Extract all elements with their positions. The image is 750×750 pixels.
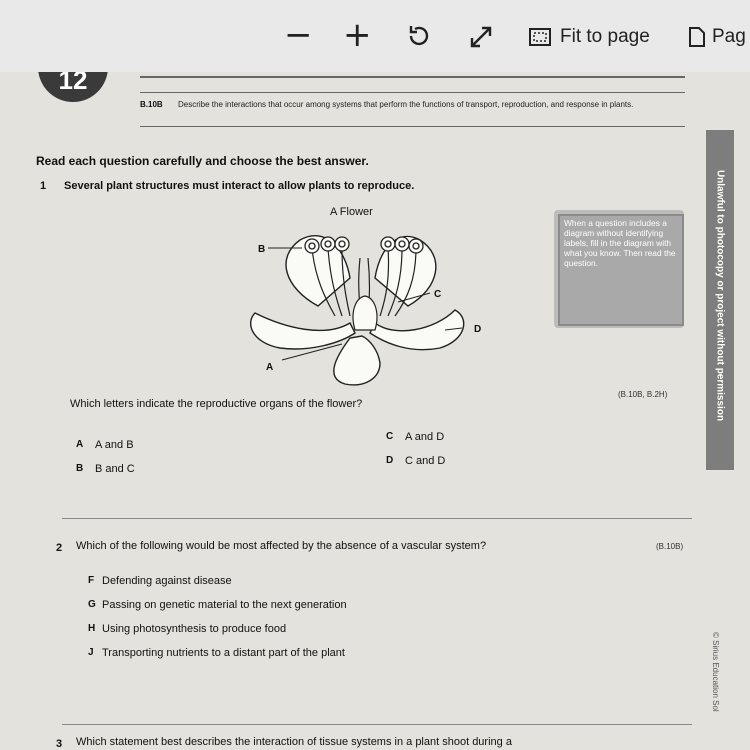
page-icon xyxy=(688,26,706,48)
plus-icon: + xyxy=(343,15,372,55)
choice-h-text[interactable]: Using photosynthesis to produce food xyxy=(102,623,287,635)
section-divider-1 xyxy=(62,518,692,519)
fit-page-icon xyxy=(528,27,552,47)
choice-b-text[interactable]: B and C xyxy=(95,463,135,475)
label-c: C xyxy=(434,289,442,300)
label-b: B xyxy=(258,244,266,255)
tip-callout-text: When a question includes a diagram without identifying labels, fill in the diagram with what you know. Then read the question. xyxy=(558,214,684,326)
question-1-text: Several plant structures must interact to allow plants to reproduce. xyxy=(64,180,415,192)
choice-a-letter[interactable]: A xyxy=(76,439,84,450)
choice-b-letter[interactable]: B xyxy=(76,463,84,474)
question-2-text: Which of the following would be most affected by the absence of a vascular system? xyxy=(76,540,487,552)
flower-diagram xyxy=(230,218,500,388)
unit-number-badge xyxy=(38,72,108,102)
header-rule-mid xyxy=(140,92,685,93)
viewer-toolbar xyxy=(0,0,750,73)
zoom-in-button[interactable] xyxy=(343,15,372,55)
figure-title: A Flower xyxy=(330,206,373,218)
unit-number: 12 xyxy=(58,72,88,95)
section-divider-2 xyxy=(62,724,692,725)
standard-code: B.10B xyxy=(140,100,163,109)
document-page xyxy=(0,72,750,750)
question-2-number: 2 xyxy=(56,542,63,554)
question-1-reference: (B.10B, B.2H) xyxy=(618,390,668,399)
expand-button[interactable] xyxy=(468,24,494,54)
fit-to-page-label: Fit to page xyxy=(560,26,650,47)
sidebar-text: Unlawful to photocopy or project without permission xyxy=(714,169,726,422)
choice-c-text[interactable]: A and D xyxy=(405,431,445,443)
tip-callout xyxy=(554,210,684,328)
choice-d-text[interactable]: C and D xyxy=(405,455,446,467)
expand-icon xyxy=(468,24,494,50)
copyright-notice: © Sirius Education Sol xyxy=(711,632,720,712)
page-view-label: Pag xyxy=(712,26,746,47)
question-1-number: 1 xyxy=(40,180,47,192)
header-rule-top xyxy=(140,76,685,78)
choice-f-letter[interactable]: F xyxy=(88,575,95,586)
choice-j-text[interactable]: Transporting nutrients to a distant part of the plant xyxy=(102,647,345,659)
minus-icon: − xyxy=(284,15,313,55)
choice-j-letter[interactable]: J xyxy=(88,647,94,658)
choice-h-letter[interactable]: H xyxy=(88,623,96,634)
question-3-text: Which statement best describes the interaction of tissue systems in a plant shoot during a xyxy=(76,736,512,748)
choice-d-letter[interactable]: D xyxy=(386,455,394,466)
choice-f-text[interactable]: Defending against disease xyxy=(102,575,232,587)
choice-a-text[interactable]: A and B xyxy=(95,439,134,451)
question-1-stem: Which letters indicate the reproductive organs of the flower? xyxy=(70,398,363,410)
rotate-icon xyxy=(405,22,433,50)
choice-g-letter[interactable]: G xyxy=(88,599,96,610)
question-2-reference: (B.10B) xyxy=(656,542,684,551)
header-rule-bottom xyxy=(140,126,685,127)
choice-g-text[interactable]: Passing on genetic material to the next generation xyxy=(102,599,347,611)
instructions: Read each question carefully and choose the best answer. xyxy=(36,154,369,168)
question-3-number: 3 xyxy=(56,738,63,750)
standard-text: Describe the interactions that occur among systems that perform the functions of transport, reproduction, and response in plants. xyxy=(178,100,634,109)
copyright-sidebar xyxy=(706,130,734,470)
label-a: A xyxy=(266,362,274,373)
rotate-button[interactable] xyxy=(405,22,433,54)
label-d: D xyxy=(474,324,482,335)
fit-to-page-button[interactable] xyxy=(528,22,650,52)
choice-c-letter[interactable]: C xyxy=(386,431,394,442)
page-view-button[interactable] xyxy=(688,22,746,52)
zoom-out-button[interactable] xyxy=(284,15,313,55)
